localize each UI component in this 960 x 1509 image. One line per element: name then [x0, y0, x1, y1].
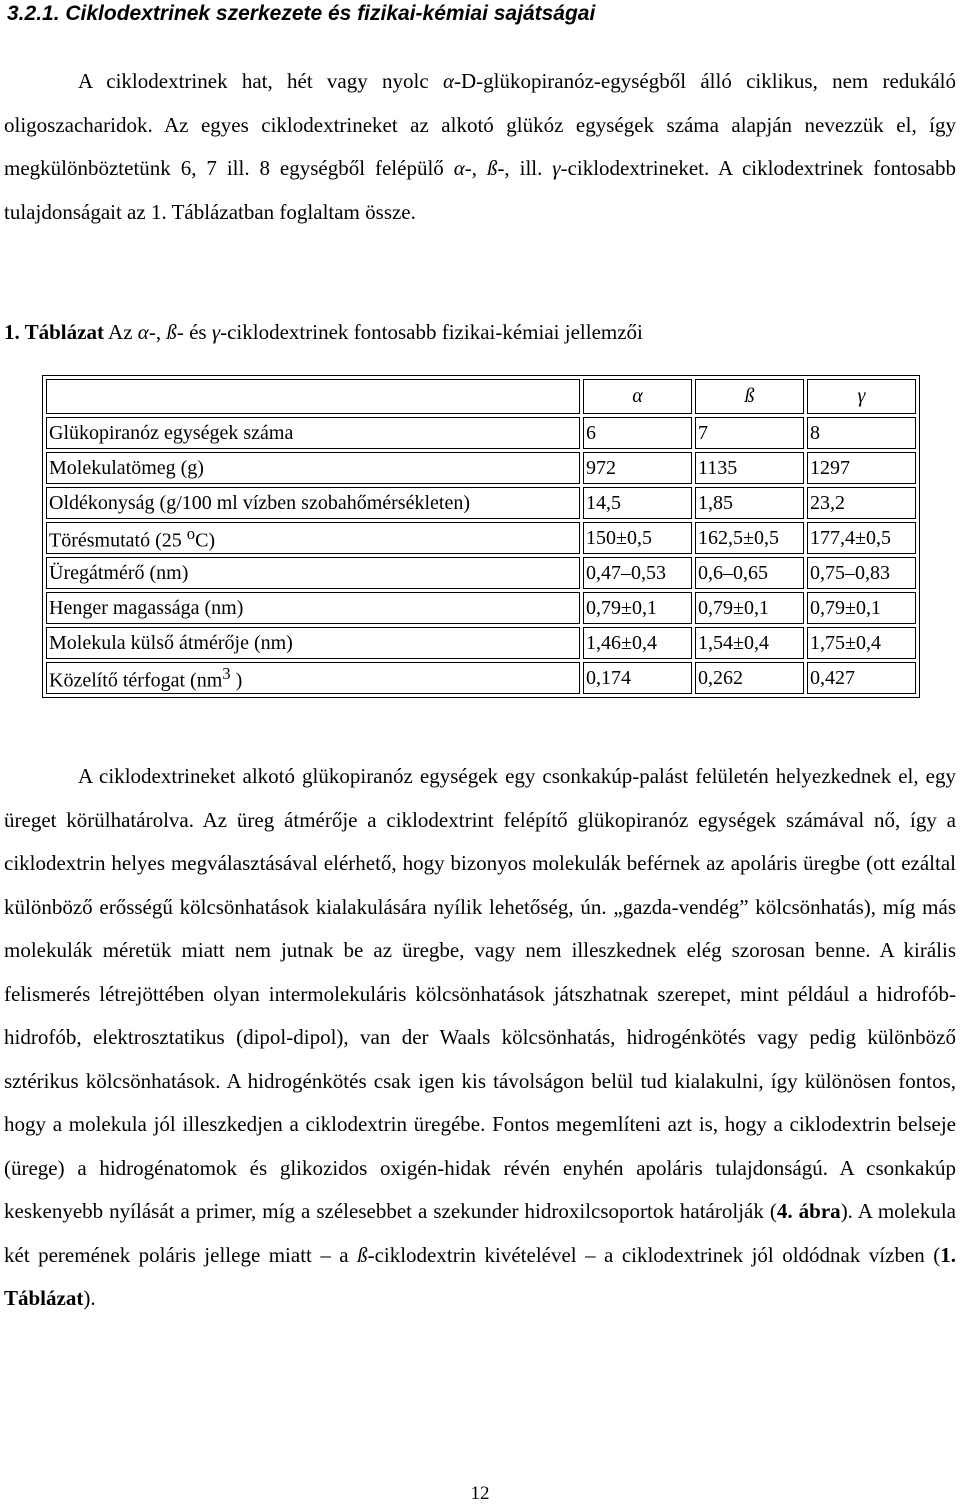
cell-alpha: 1,46±0,4: [583, 627, 692, 659]
header-blank-cell: [46, 379, 580, 414]
beta-symbol: ß: [486, 156, 498, 180]
header-beta: ß: [695, 379, 804, 414]
cell-gamma: 0,79±0,1: [807, 592, 916, 624]
intro-text-4: -, ill.: [497, 156, 553, 180]
table-row: [46, 592, 916, 624]
cell-gamma: 23,2: [807, 487, 916, 519]
table-row: [46, 662, 916, 694]
row-label-text: ): [230, 669, 243, 692]
row-label-superscript: o: [186, 523, 196, 543]
cell-alpha: 0,79±0,1: [583, 592, 692, 624]
row-label: Glükopiranóz egységek száma: [46, 417, 580, 449]
cell-alpha: 0,174: [583, 662, 692, 694]
cell-alpha: 6: [583, 417, 692, 449]
table-caption: [4, 320, 643, 345]
header-alpha: α: [583, 379, 692, 414]
caption-text: - és: [176, 320, 212, 344]
cell-gamma: 1297: [807, 452, 916, 484]
row-label: Oldékonyság (g/100 ml vízben szobahőmérsékleten): [46, 487, 580, 519]
cell-beta: 7: [695, 417, 804, 449]
body-text-1: A ciklodextrineket alkotó glükopiranóz egységek egy csonkakúp-palást felületén helyezkednek el, egy üreget körülhatárolva. Az üreg átmérője a ciklodextrint felépítő glükopiranóz egységek számával nő, így a ciklodextrin helyes megválasztásával elérhető, hogy bizonyos molekulák beférnek az apoláris üregbe (ott ezáltal különböző erősségű kölcsönhatások kialakulására nyílik lehetőség, ún. „gazda-vendég” kölcsönhatás), míg más molekulák méretük miatt nem jutnak be az üregbe, vagy nem illeszkednek elég szorosan benne. A királis felismerés létrejöttében olyan intermolekuláris kölcsönhatások játszhatnak szerepet, mint például a hidrofób-hidrofób, elektrosztatikus (dipol-dipol), van der Waals kölcsönhatás, hidrogénkötés vagy pedig különböző sztérikus kölcsönhatások. A hidrogénkötés csak igen kis távolságon belül tud kialakulni, így különösen fontos, hogy a molekula jól illeszkedjen a ciklodextrin üregébe. Fontos megemlíteni azt is, hogy a ciklodextrin belseje (ürege) a hidrogénatomok és glikozidos oxigén-hidak révén enyhén apoláris tulajdonságú. A csonkakúp keskenyebb nyílását a primer, míg a szélesebbet a szekunder hidroxilcsoportok határolják (: [4, 764, 956, 1223]
cell-alpha: 972: [583, 452, 692, 484]
table-row: [46, 557, 916, 589]
cell-beta: 162,5±0,5: [695, 522, 804, 554]
table-caption-label: 1. Táblázat: [4, 320, 104, 344]
row-label: Üregátmérő (nm): [46, 557, 580, 589]
body-text-4: ).: [83, 1286, 96, 1310]
caption-text: -ciklodextrinek fontosabb fizikai-kémiai jellemzői: [220, 320, 643, 344]
cell-gamma: 8: [807, 417, 916, 449]
intro-text-5: -ciklodextrineket. A ciklodextrinek fontosabb tulajdonságait az 1. Táblázatban foglaltam össze.: [4, 156, 957, 224]
cell-alpha: 14,5: [583, 487, 692, 519]
cell-gamma: 177,4±0,5: [807, 522, 916, 554]
alpha-symbol: α: [453, 156, 465, 180]
row-label-text: Közelítő térfogat (nm: [49, 669, 223, 692]
body-text-3: -ciklodextrin kivételével – a ciklodextrinek jól oldódnak vízben (: [367, 1242, 941, 1267]
table-header-row: [46, 379, 916, 414]
beta-symbol: ß: [166, 320, 177, 344]
table-row: [46, 452, 916, 484]
gamma-symbol: γ: [211, 320, 221, 344]
row-label: [46, 522, 580, 554]
intro-text-2: -D-glükopiranóz-egységből álló ciklikus, nem redukáló oligoszacharidok. Az egyes ciklodextrineket az alkotó glükóz egységek száma alapján nevezzük el, így megkülönböztetünk 6, 7 ill. 8 egységből felépülő: [4, 69, 956, 180]
table-row: [46, 417, 916, 449]
cell-beta: 1135: [695, 452, 804, 484]
row-label: Henger magassága (nm): [46, 592, 580, 624]
body-text-2: ). A molekula két peremének poláris jellege miatt – a: [4, 1199, 956, 1267]
cell-gamma: 0,75–0,83: [807, 557, 916, 589]
body-paragraph: [4, 755, 956, 1321]
table-row: [46, 627, 916, 659]
intro-paragraph: [4, 60, 956, 234]
caption-text: -,: [148, 320, 167, 344]
intro-text-1: A ciklodextrinek hat, hét vagy nyolc: [78, 69, 443, 93]
row-label: Molekula külső átmérője (nm): [46, 627, 580, 659]
caption-text: Az: [103, 320, 138, 344]
table-row: [46, 487, 916, 519]
row-label-text: Törésmutató (25: [49, 529, 187, 552]
gamma-symbol: γ: [552, 156, 561, 180]
cell-gamma: 0,427: [807, 662, 916, 694]
properties-table: [42, 375, 920, 698]
table-row: [46, 522, 916, 554]
row-label: [46, 662, 580, 694]
alpha-symbol: α: [442, 69, 454, 93]
beta-symbol: ß: [357, 1242, 368, 1267]
intro-text-3: -,: [464, 156, 487, 180]
table-reference: 1. Táblázat: [4, 1242, 956, 1310]
cell-alpha: 0,47–0,53: [583, 557, 692, 589]
page-number: 12: [470, 1483, 490, 1504]
section-heading: 3.2.1. Ciklodextrinek szerkezete és fizikai-kémiai sajátságai: [7, 2, 596, 25]
figure-reference: 4. ábra: [776, 1199, 841, 1223]
cell-beta: 0,79±0,1: [695, 592, 804, 624]
alpha-symbol: α: [137, 320, 149, 344]
cell-beta: 1,85: [695, 487, 804, 519]
cell-gamma: 1,75±0,4: [807, 627, 916, 659]
row-label: Molekulatömeg (g): [46, 452, 580, 484]
cell-beta: 1,54±0,4: [695, 627, 804, 659]
row-label-text: C): [195, 529, 216, 552]
cell-beta: 0,6–0,65: [695, 557, 804, 589]
cell-beta: 0,262: [695, 662, 804, 694]
cell-alpha: 150±0,5: [583, 522, 692, 554]
row-label-superscript: 3: [222, 663, 231, 683]
header-gamma: γ: [807, 379, 916, 414]
